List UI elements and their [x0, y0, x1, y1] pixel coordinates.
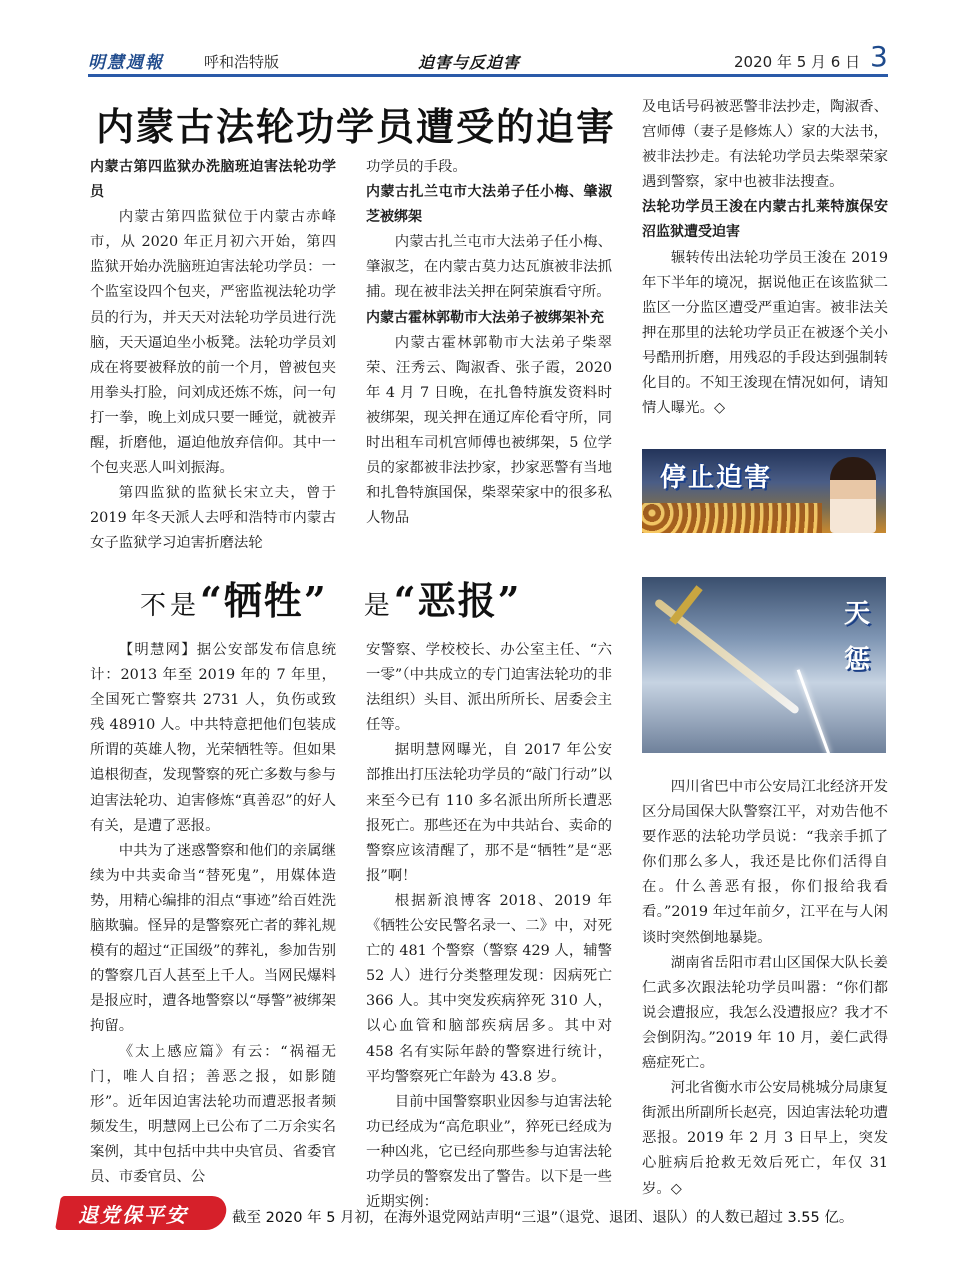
edition-label: 呼和浩特版 — [204, 53, 280, 71]
paragraph: 目前中国警察职业因参与迫害法轮功已经成为“高危职业”，猝死已经成为一种凶兆，它已经向那些参与迫害法轮功学员的警察发出了警告。以下是一些近期实例： — [366, 1093, 612, 1211]
paragraph: 安警察、学校校长、办公室主任、“六一零”（中共成立的专门迫害法轮功的非法组织）头目、派出所所长、居委会主任等。 — [366, 642, 612, 734]
paragraph: 辗转传出法轮功学员王浚在 2019 年下半年的境况，据说他正在该监狱二监区一分监区遭受严重迫害。被非法关押在那里的法轮功学员正在被逐个关小号酷刑折磨，用残忍的手段达到强制转化目的。不知王浚现在情况如何，请知情人曝光。◇ — [642, 249, 888, 417]
headline-part-1: 不是 — [140, 591, 201, 621]
article2-column-3 — [642, 775, 888, 1202]
header-rule — [88, 74, 888, 77]
section-title: 迫害与反迫害 — [418, 53, 521, 72]
article2-column-2 — [366, 638, 612, 1215]
paragraph: 河北省衡水市公安局桃城分局康复街派出所副所长赵亮，因迫害法轮功遭恶报。2019 年 2 月 3 日早上，突发心脏病后抢救无效后死亡，年仅 31 岁。◇ — [642, 1080, 888, 1197]
article1-column-3 — [642, 95, 888, 421]
stop-persecution-banner — [642, 449, 886, 533]
article1-column-1 — [90, 155, 336, 557]
stop-persecution-label: 停止迫害 — [660, 463, 773, 493]
page-number: 3 — [870, 40, 888, 73]
paragraph: 内蒙古霍林郭勒市大法弟子柴翠荣、汪秀云、陶淑香、张子霞，2020 年 4 月 7 日晚，在扎鲁特旗发资料时被绑架，现关押在通辽库伦看守所，同时出租车司机宫师傅也被绑架，5 位学员的家都被非法抄家，抄家恶警有当地和扎鲁特旗国保，柴翠荣家中的很多私人物品 — [366, 334, 612, 527]
paragraph: 湖南省岳阳市君山区国保大队长姜仁武多次跟法轮功学员叫嚣：“你们都说会遭报应，我怎么没遭报应？我才不会倒阴沟。”2019 年 10 月，姜仁武得癌症死亡。 — [642, 954, 888, 1072]
masthead-logo: 明慧週報 — [88, 53, 164, 73]
paragraph: 第四监狱的监狱长宋立夫，曾于 2019 年冬天派人去呼和浩特市内蒙古女子监狱学习迫害折磨法轮 — [90, 485, 336, 552]
paragraph: 内蒙古扎兰屯市大法弟子任小梅、肇淑芝，在内蒙古莫力达瓦旗被非法抓捕。现在被非法关押在阿荣旗看守所。 — [366, 234, 612, 301]
subheading: 内蒙古霍林郭勒市大法弟子被绑架补充 — [366, 309, 604, 326]
headline-word-2: “恶报” — [393, 578, 522, 623]
headline-part-2: 是 — [363, 591, 394, 621]
heaven-punishment-label: 天惩 — [843, 599, 870, 675]
issue-date: 2020 年 5 月 6 日 — [734, 53, 861, 71]
heaven-punishment-image — [642, 577, 886, 753]
subheading: 法轮功学员王浚在内蒙古扎莱特旗保安沼监狱遭受迫害 — [642, 199, 888, 241]
paragraph: 《太上感应篇》有云：“祸福无门，唯人自招；善恶之报，如影随形”。近年因迫害法轮功而遭恶报者频频发生，明慧网上已公布了二万余实名案例，其中包括中共中央官员、省委官员、市委官员、公 — [90, 1043, 336, 1185]
lightning-icon — [797, 669, 831, 753]
article1-headline: 内蒙古法轮功学员遭受的迫害 — [96, 104, 617, 149]
quit-party-badge-label: 退党保平安 — [78, 1203, 188, 1227]
subheading: 内蒙古扎兰屯市大法弟子任小梅、肇淑芝被绑架 — [366, 184, 612, 226]
paragraph: 及电话号码被恶警非法抄走，陶淑香、宫师傅（妻子是修炼人）家的大法书，被非法抄走。有法轮功学员去柴翠荣家遇到警察，家中也被非法搜查。 — [642, 99, 888, 191]
paragraph: 中共为了迷惑警察和他们的亲属继续为中共卖命当“替死鬼”，用媒体造势，用精心编排的泪点“事迹”给百姓洗脑欺骗。怪异的是警察死亡者的葬礼规模有的超过“正国级”的葬礼，参加告别的警察几百人甚至上千人。当网民爆料是报应时，遭各地警察以“辱警”被绑架拘留。 — [90, 842, 336, 1035]
paragraph: 【明慧网】据公安部发布信息统计：2013 年至 2019 年的 7 年里，全国死亡警察共 2731 人，负伤或致残 48910 人。中共特意把他们包装成所谓的英雄人物，光荣牺牲等。但如果追根彻查，发现警察的死亡多数与参与迫害法轮功、迫害修炼“真善忍”的好人有关，是遭了恶报。 — [90, 642, 336, 834]
candles-image — [642, 503, 822, 533]
subheading: 内蒙古第四监狱办洗脑班迫害法轮功学员 — [90, 159, 336, 201]
paragraph: 功学员的手段。 — [366, 159, 467, 175]
article2-headline — [140, 570, 521, 625]
paragraph: 内蒙古第四监狱位于内蒙古赤峰市，从 2020 年正月初六开始，第四监狱开始办洗脑班迫害法轮功学员：一个监室设四个包夹，严密监视法轮功学员的行为，并天天对法轮功学员进行洗脑，天天逼迫坐小板凳。法轮功学员刘成在将要被释放的前一个月，曾被包夹用拳头打脸，问刘成还炼不炼，问一句打一拳，晚上刘成只要一睡觉，就被弄醒，折磨他，逼迫他放弃信仰。其中一个包夹恶人叫刘振海。 — [90, 209, 336, 477]
article1-column-2 — [366, 155, 612, 531]
article2-column-1 — [90, 638, 336, 1190]
candle-girl-image — [830, 457, 876, 533]
headline-word-1: “牺牲” — [200, 578, 328, 623]
quit-party-notice: 截至 2020 年 5 月初，在海外退党网站声明“三退”（退党、退团、退队）的人数已超过 3.55 亿。 — [232, 1210, 854, 1226]
paragraph: 据明慧网曝光，自 2017 年公安部推出打压法轮功学员的“敲门行动”以来至今已有 110 多名派出所所长遭恶报死亡。那些还在为中共站台、卖命的警察应该清醒了，那不是“牺牲”是“恶报”啊！ — [366, 742, 612, 884]
paragraph: 根据新浪博客 2018、2019 年《牺牲公安民警名录一、二》中，对死亡的 481 个警察（警察 429 人，辅警 52 人）进行分类整理发现：因病死亡 366 人。其中突发疾病猝死 310 人，以心血管和脑部疾病居多。其中对 458 名有实际年龄的警察进行统计，平均警察死亡年龄为 43.8 岁。 — [366, 892, 612, 1085]
paragraph: 四川省巴中市公安局江北经济开发区分局国保大队警察江平，对劝告他不要作恶的法轮功学员说：“我亲手抓了你们那么多人，我还是比你们活得自在。什么善恶有报，你们报给我看看。”2019 年过年前夕，江平在与人闲谈时突然倒地暴毙。 — [642, 779, 888, 946]
